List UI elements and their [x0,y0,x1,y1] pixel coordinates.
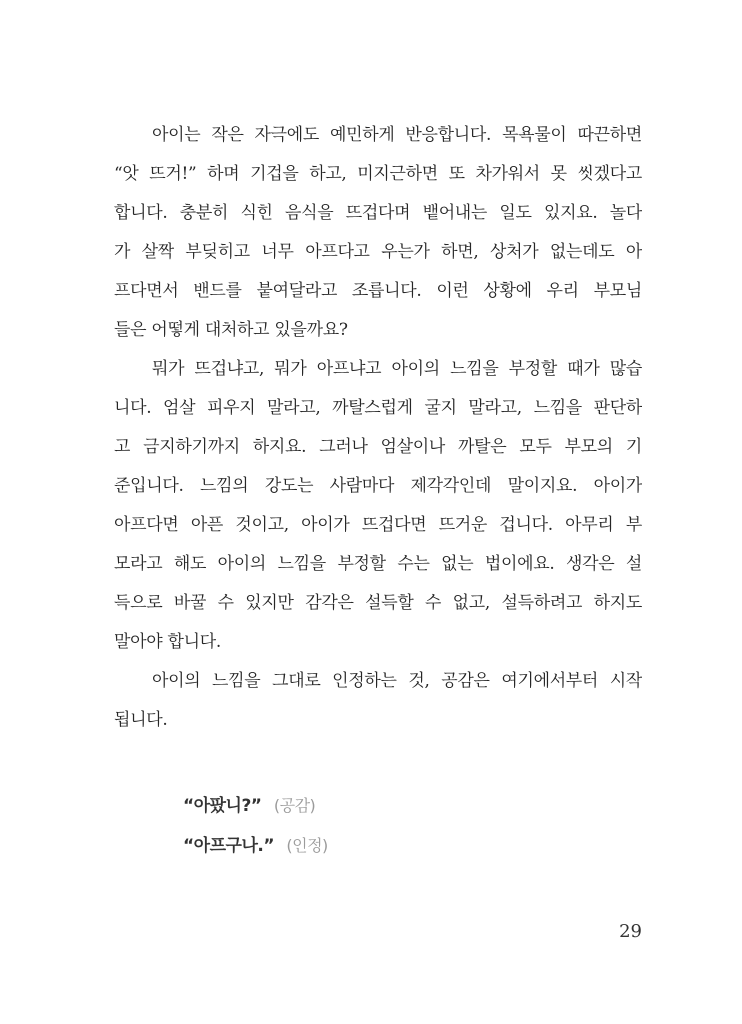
dialogue-annotation: (공감) [273,796,316,815]
paragraph-2 [114,350,642,662]
text-line: 합니다. 충분히 식힌 음식을 뜨겁다며 뱉어내는 일도 있지요. 놀다 [114,203,642,223]
text-line: 준입니다. 느낌의 강도는 사람마다 제각각인데 말이지요. 아이가 [114,476,642,496]
text-line: 됩니다. [114,710,168,730]
text-line: 말아야 합니다. [114,632,221,652]
text-line: 득으로 바꿀 수 있지만 감각은 설득할 수 없고, 설득하려고 하지도 [114,593,642,613]
text-line: 아프다면 아픈 것이고, 아이가 뜨겁다면 뜨거운 겁니다. 아무리 부 [114,515,642,535]
dialogue-quote: “아팠니?” [183,796,262,816]
dialogue-quote: “아프구나.” [183,836,274,856]
page-number: 29 [619,921,642,942]
text-line: 아이의 느낌을 그대로 인정하는 것, 공감은 여기에서부터 시작 [152,671,642,691]
dialogue-examples [183,786,643,866]
text-line: 가 살짝 부딪히고 너무 아프다고 우는가 하면, 상처가 없는데도 아 [114,242,642,262]
text-line: 니다. 엄살 피우지 말라고, 까탈스럽게 굴지 말라고, 느낌을 판단하 [114,398,642,418]
dialogue-annotation: (인정) [286,836,328,855]
text-line: “앗 뜨거!” 하며 기겁을 하고, 미지근하면 또 차가워서 못 씻겠다고 [114,164,642,184]
text-line: 뭐가 뜨겁냐고, 뭐가 아프냐고 아이의 느낌을 부정할 때가 많습 [152,359,642,379]
dialogue-line [183,826,643,866]
text-line: 고 금지하기까지 하지요. 그러나 엄살이나 까탈은 모두 부모의 기 [114,437,642,457]
dialogue-line [183,786,643,826]
body-text [114,116,642,740]
paragraph-3 [114,662,642,740]
text-line: 프다면서 밴드를 붙여달라고 조릅니다. 이런 상황에 우리 부모님 [114,281,642,301]
text-line: 모라고 해도 아이의 느낌을 부정할 수는 없는 법이에요. 생각은 설 [114,554,642,574]
text-line: 들은 어떻게 대처하고 있을까요? [114,320,348,340]
text-line: 아이는 작은 자극에도 예민하게 반응합니다. 목욕물이 따끈하면 [152,125,642,145]
paragraph-1 [114,116,642,350]
